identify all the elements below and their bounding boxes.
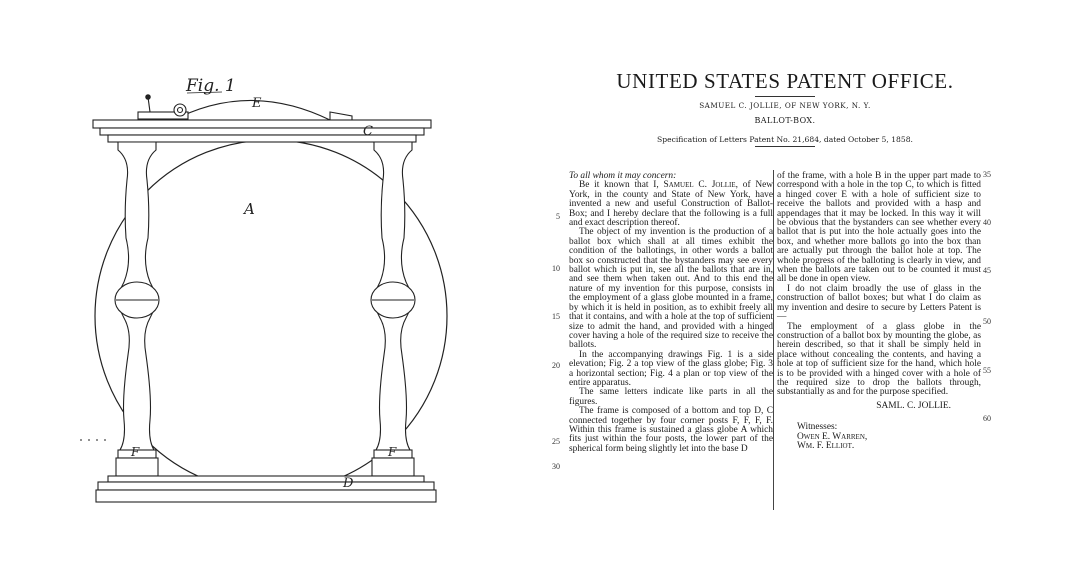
label-a: A xyxy=(244,200,255,218)
salutation: To all whom it may concern: xyxy=(569,171,677,181)
line-number: 45 xyxy=(983,266,991,275)
title-rule xyxy=(755,96,815,97)
label-f-right: F xyxy=(388,445,397,459)
top-c xyxy=(93,120,431,128)
paragraph: of the frame, with a hole B in the upper part made to correspond with a hole in the top C, to which is fitted a hinged cover E with a hole of sufficient size to receive the ballots and provided with a hasp and appendages that it may be locked. In this way it will be obvious that the bystanders can see whether every ballot that is put into the hole actually goes into the box, and whether more ballots go into the box than are actually put through the ballot hole at top. The whole progress of the balloting is clearly in view, and when the ballots are taken out to be counted it must all be done in open view. xyxy=(777,171,981,285)
document-title: BALLOT-BOX. xyxy=(754,116,816,125)
inventor-line: SAMUEL C. JOLLIE, OF NEW YORK, N. Y. xyxy=(699,101,871,110)
paragraph: Be it known that I, Samuel C. Jollie, of New York, in the county and State of New York, have invented a new and useful Construction of Ballot-Box; and I hereby declare that the following is a full and exact description thereof. xyxy=(569,180,774,229)
line-number: 50 xyxy=(983,317,991,326)
right-text-column xyxy=(777,172,981,451)
left-text-column xyxy=(569,172,773,454)
line-number: 60 xyxy=(983,414,991,423)
specification-line: Specification of Letters Patent No. 21,684, dated October 5, 1858. xyxy=(657,135,913,144)
line-number: 40 xyxy=(983,218,991,227)
signature: SAML. C. JOLLIE. xyxy=(876,400,951,411)
paragraph: The object of my invention is the production of a ballot box which shall at all times exhibit the condition of the ballotings, in other words a ballot box so constructed that the bystanders may see every ballot which is put in, see all the ballots that are in, and see them when taken out. And to this end the nature of my invention for this purpose, consists in the employment of a glass globe mounted in a frame, by which it is held in position, as to exhibit freely all that it contains, and with a hole at the top of sufficient size to admit the hand, and provided with a hinged cover having a hole of the required size to receive the ballots. xyxy=(569,227,773,351)
witness-name: Wm. F. Elliot. xyxy=(797,440,855,451)
line-number: 55 xyxy=(983,366,991,375)
paragraph: The frame is composed of a bottom and top D, C connected together by four corner posts F, F, F, F. Within this frame is sustained a glass globe A which fits just within the four posts, the lower part of the spherical form being slightly let into the base D xyxy=(569,406,773,454)
figure-label: Fig. 1 xyxy=(186,76,236,96)
line-number: 35 xyxy=(983,170,991,179)
paragraph: The same letters indicate like parts in all the figures. xyxy=(569,387,773,407)
label-f-left: F xyxy=(131,445,140,459)
spec-rule xyxy=(755,146,815,147)
line-number: 30 xyxy=(552,462,560,471)
base-d xyxy=(108,476,424,482)
cover-e xyxy=(170,100,330,122)
line-number: 25 xyxy=(552,437,560,446)
inventor-name: Samuel C. Jollie, xyxy=(663,180,738,191)
witness-name: Owen E. Warren, xyxy=(797,431,868,442)
line-number: 15 xyxy=(552,312,560,321)
paragraph: I do not claim broadly the use of glass in the construction of ballot boxes; but what I do claim as my invention and desire to secure by Letters Patent is— xyxy=(777,283,981,323)
line-number: 20 xyxy=(552,361,560,370)
patent-header xyxy=(560,68,1010,149)
paragraph: In the accompanying drawings Fig. 1 is a side elevation; Fig. 2 a top view of the glass globe; Fig. 3 a horizontal section; Fig. 4 a plan or top view of the entire apparatus. xyxy=(569,349,773,388)
witnesses-label: Witnesses: xyxy=(797,422,838,433)
claim-paragraph: The employment of a glass globe in the construction of a ballot box by mounting the globe, as herein described, so that it shall be simply held in place without concealing the contents, and having a hole at top of sufficient size for the hand, which hole is to be provided with a hinged cover with a hole of the required size to drop the ballots through, substantially as and for the purpose specified. xyxy=(777,321,981,398)
office-title: UNITED STATES PATENT OFFICE. xyxy=(616,69,954,93)
line-number: 5 xyxy=(556,212,560,221)
label-e: E xyxy=(252,96,262,111)
label-c: C xyxy=(363,124,373,139)
column-divider xyxy=(773,170,774,510)
label-d: D xyxy=(343,476,354,491)
line-number: 10 xyxy=(552,264,560,273)
